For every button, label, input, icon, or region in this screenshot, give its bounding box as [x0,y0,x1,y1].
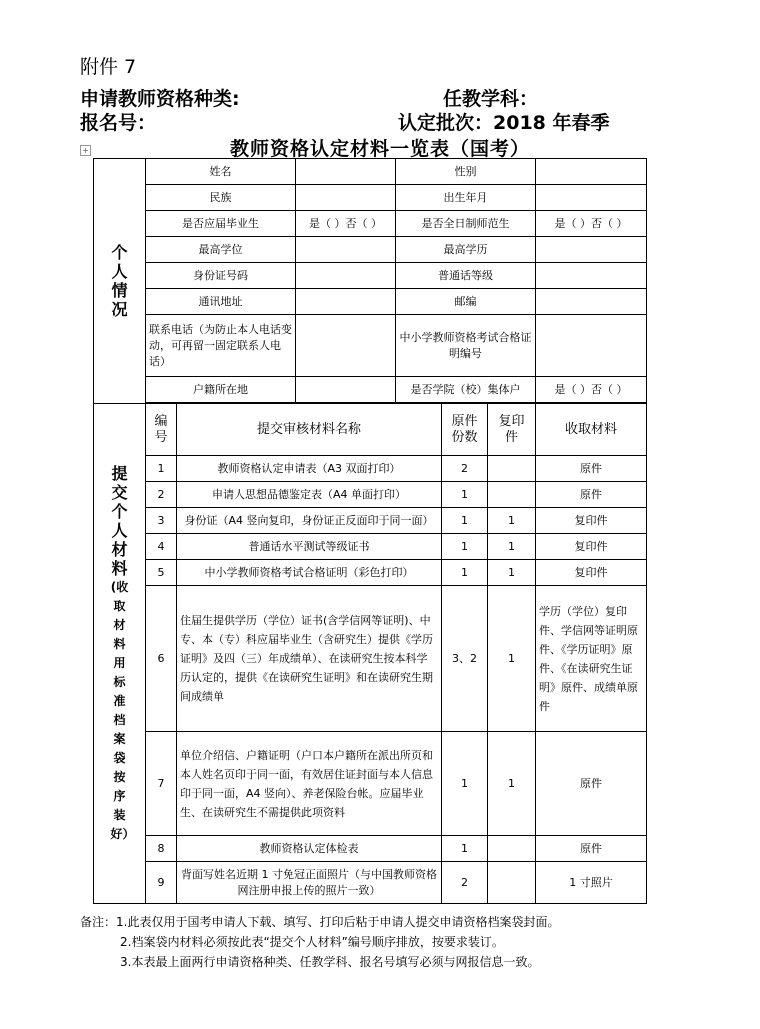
table-row [94,482,647,508]
phone-field[interactable] [296,315,396,377]
personal-row-graduate [94,211,647,237]
ethnicity-field[interactable] [296,185,396,211]
collect-material: 复印件 [536,508,647,534]
material-name: 背面写姓名近期 1 寸免冠正面照片（与中国教师资格网注册申报上传的照片一致） [177,862,442,904]
row-number: 6 [146,586,177,732]
birth-label: 出生年月 [396,185,536,211]
material-name: 单位介绍信、户籍证明（户口本户籍所在派出所页和本人姓名页印于同一面，有效居住证封面与本人信息印于同一面，A4 竖向）、养老保险台帐。应届毕业生、在读研究生不需提供此项资料 [177,732,442,836]
copy-count [488,836,536,862]
original-count: 1 [442,482,488,508]
collect-material: 原件 [536,456,647,482]
collect-material: 复印件 [536,534,647,560]
highest-degree-label: 最高学位 [146,237,296,263]
note-2: 2.档案袋内材料必须按此表“提交个人材料”编号顺序排放，按要求装订。 [120,935,504,949]
collect-material: 原件 [536,732,647,836]
material-name: 住届生提供学历（学位）证书(含学信网等证明)、中专、本（专）科应届毕业生（含研究生）提供《学历证明》及四（三）年成绩单）、在读研究生按本科学历认定的，提供《在读研究生证明》和在读研究生期间成绩单 [177,586,442,732]
postcode-field[interactable] [536,289,647,315]
original-count: 3、2 [442,586,488,732]
col-original-header: 原件份数 [442,404,488,456]
table-row [94,836,647,862]
putonghua-field[interactable] [536,263,647,289]
fulltime-question-label: 是否全日制师范生 [396,211,536,237]
personal-row-address [94,289,647,315]
material-name: 申请人思想品德鉴定表（A4 单面打印） [177,482,442,508]
collective-question-label: 是否学院（校）集体户 [396,377,536,403]
original-count: 1 [442,508,488,534]
collect-material: 原件 [536,836,647,862]
col-collect-header: 收取材料 [536,404,647,456]
table-row [94,560,647,586]
highest-education-field[interactable] [536,237,647,263]
materials-section-label: 提交个人材料 (收取材料用标准档案袋按序装好） [94,404,146,904]
personal-row-id [94,263,647,289]
copy-count: 1 [488,534,536,560]
copy-count: 1 [488,508,536,534]
original-count: 2 [442,456,488,482]
materials-table [93,158,647,904]
original-count: 1 [442,836,488,862]
table-row [94,732,647,836]
hukou-label: 户籍所在地 [146,377,296,403]
page-title: 教师资格认定材料一览表（国考） [229,138,530,160]
notes [80,912,559,972]
attachment-label: 附件 7 [80,56,137,78]
material-name: 教师资格认定申请表（A3 双面打印） [177,456,442,482]
col-name-header: 提交审核材料名称 [177,404,442,456]
copy-count [488,482,536,508]
postcode-label: 邮编 [396,289,536,315]
graduate-question-label: 是否应届毕业生 [146,211,296,237]
gender-field[interactable] [536,159,647,185]
original-count: 1 [442,534,488,560]
collective-choice[interactable]: 是（ ）否（ ） [536,377,647,403]
qualification-type-label: 申请教师资格种类: [80,88,240,110]
hukou-field[interactable] [296,377,396,403]
row-number: 3 [146,508,177,534]
table-row [94,586,647,732]
material-name: 教师资格认定体检表 [177,836,442,862]
material-name: 普通话水平测试等级证书 [177,534,442,560]
copy-count: 1 [488,586,536,732]
table-row [94,508,647,534]
table-row [94,534,647,560]
name-label: 姓名 [146,159,296,185]
subject-label: 任教学科： [443,88,539,110]
table-move-handle-icon[interactable]: + [80,145,91,156]
table-row [94,862,647,904]
personal-row-degree [94,237,647,263]
collect-material: 1 寸照片 [536,862,647,904]
gender-label: 性别 [396,159,536,185]
copy-count: 1 [488,560,536,586]
row-number: 4 [146,534,177,560]
name-field[interactable] [296,159,396,185]
original-count: 1 [442,560,488,586]
row-number: 9 [146,862,177,904]
personal-row-name [94,159,647,185]
collect-material: 学历（学位）复印件、学信网等证明原件、《学历证明》原件、《在读研究生证明》原件、成绩单原件 [536,586,647,732]
phone-label: 联系电话（为防止本人电话变动，可再留一固定联系人电话） [146,315,296,377]
col-number-header: 编号 [146,404,177,456]
note-1: 备注：1.此表仅用于国考申请人下载、填写、打印后粘于申请人提交申请资格档案袋封面。 [80,915,560,929]
cert-number-field[interactable] [536,315,647,377]
birth-field[interactable] [536,185,647,211]
col-copy-header: 复印件 [488,404,536,456]
table-row [94,456,647,482]
material-name: 身份证（A4 竖向复印，身份证正反面印于同一面） [177,508,442,534]
material-name: 中小学教师资格考试合格证明（彩色打印） [177,560,442,586]
putonghua-label: 普通话等级 [396,263,536,289]
original-count: 2 [442,862,488,904]
row-number: 7 [146,732,177,836]
row-number: 1 [146,456,177,482]
graduate-choice[interactable]: 是（ ）否（ ） [296,211,396,237]
address-field[interactable] [296,289,396,315]
original-count: 1 [442,732,488,836]
fulltime-choice[interactable]: 是（ ）否（ ） [536,211,647,237]
row-number: 5 [146,560,177,586]
personal-row-phone [94,315,647,377]
note-3: 3.本表最上面两行申请资格种类、任教学科、报名号填写必须与网报信息一致。 [120,955,540,969]
cert-number-label: 中小学教师资格考试合格证明编号 [396,315,536,377]
ethnicity-label: 民族 [146,185,296,211]
id-number-label: 身份证号码 [146,263,296,289]
copy-count [488,862,536,904]
personal-row-ethnicity [94,185,647,211]
batch-label: 认定批次：2018 年春季 [398,112,610,134]
copy-count [488,456,536,482]
collect-material: 复印件 [536,560,647,586]
personal-section-label: 个人情况 [94,159,146,404]
collect-material: 原件 [536,482,647,508]
address-label: 通讯地址 [146,289,296,315]
personal-row-hukou [94,377,647,403]
copy-count: 1 [488,732,536,836]
materials-header-row [94,404,647,456]
row-number: 2 [146,482,177,508]
registration-number-label: 报名号： [80,112,157,134]
id-number-field[interactable] [296,263,396,289]
highest-degree-field[interactable] [296,237,396,263]
row-number: 8 [146,836,177,862]
highest-education-label: 最高学历 [396,237,536,263]
